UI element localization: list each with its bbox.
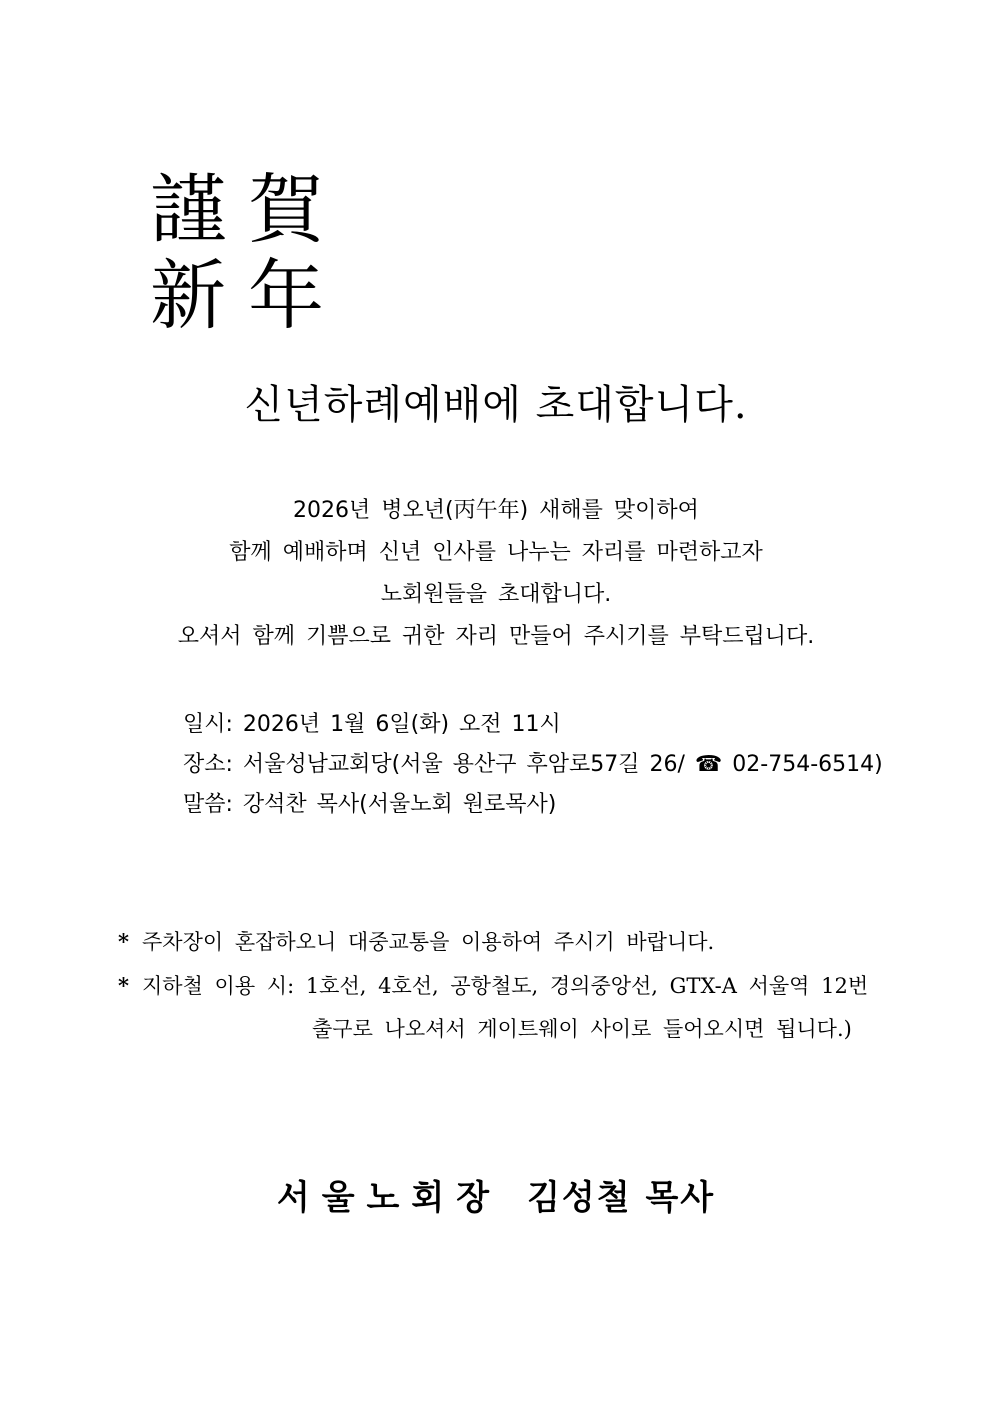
message-line: 함께 예배하며 신년 인사를 나누는 자리를 마련하고자 — [229, 540, 763, 565]
subway-note-text: 지하철 이용 시: 1호선, 4호선, 공항철도, 경의중앙선, GTX-A 서울역 12번 — [142, 974, 869, 998]
signature-name: 김성철 목사 — [527, 1178, 716, 1218]
parking-note-text: 주차장이 혼잡하오니 대중교통을 이용하여 주시기 바랍니다. — [142, 930, 715, 954]
invitation-title: 신년하례예배에 초대합니다. — [244, 382, 748, 428]
subway-note — [118, 971, 868, 1001]
message-line: 오셔서 함께 기쁨으로 귀한 자리 만들어 주시기를 부탁드립니다. — [177, 624, 815, 649]
signature — [0, 1176, 992, 1220]
greeting-heading-line-1: 謹賀 — [150, 165, 346, 254]
note-bullet: * — [118, 929, 129, 954]
greeting-heading-line-2: 新年 — [150, 251, 346, 340]
parking-note — [118, 927, 714, 957]
signature-title: 서울노회장 — [276, 1178, 502, 1218]
message-line: 노회원들을 초대합니다. — [380, 582, 612, 607]
event-speaker: 말씀: 강석찬 목사(서울노회 원로목사) — [183, 792, 557, 817]
message-line: 2026년 병오년(丙午年) 새해를 맞이하여 — [293, 498, 699, 523]
event-date: 일시: 2026년 1월 6일(화) 오전 11시 — [183, 712, 561, 737]
note-bullet: * — [118, 973, 129, 998]
event-place: 장소: 서울성남교회당(서울 용산구 후암로57길 26/ ☎ 02-754-6514) — [183, 752, 883, 777]
subway-note-continuation: 출구로 나오셔서 게이트웨이 사이로 들어오시면 됩니다.) — [312, 1017, 852, 1041]
